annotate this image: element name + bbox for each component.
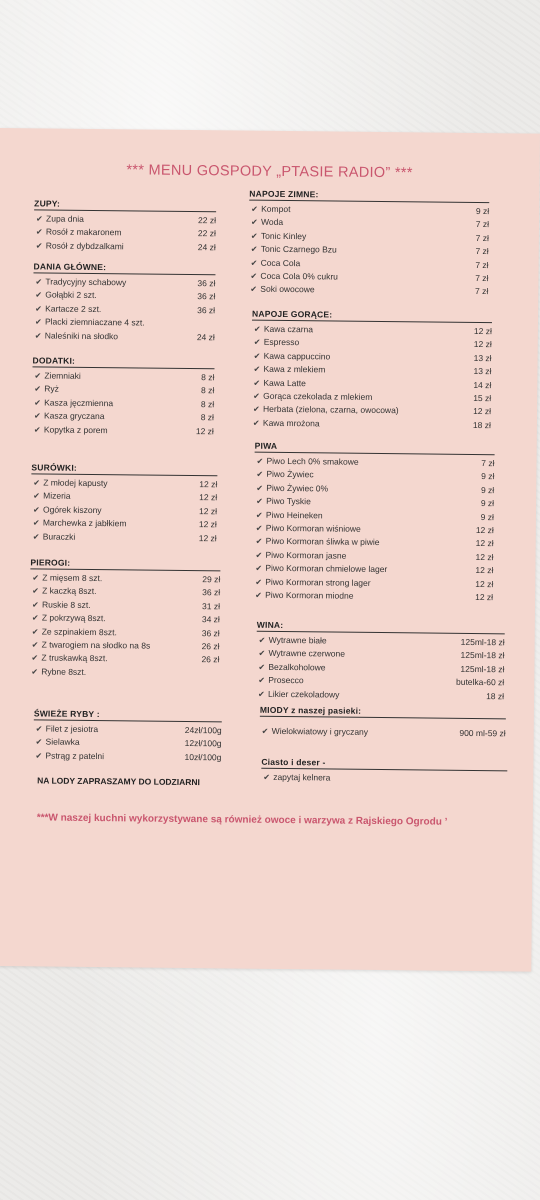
checkmark-icon: ✔ [255,577,263,587]
menu-item-name: Rosół z makaronem [45,226,122,238]
checkmark-icon: ✔ [255,563,263,573]
menu-item-name: Filet z jesiotra [45,723,99,735]
menu-item-price: 13 zł [473,366,492,377]
menu-item-name: Kawa Latte [263,377,306,388]
menu-item-price: 13 zł [473,352,492,363]
menu-item-name: Piwo Heineken [265,509,323,520]
menu-item-name: Z kaczką 8szt. [42,585,97,597]
checkmark-icon: ✔ [250,284,258,295]
checkmark-icon: ✔ [31,600,39,610]
menu-item-price: 10zł/100g [184,751,222,763]
checkmark-icon: ✔ [31,613,39,623]
menu-item-name: Buraczki [42,531,76,542]
menu-item [31,530,217,545]
menu-item [34,239,216,254]
section-miody [260,705,506,741]
section-heading: NAPOJE GORĄCE: [252,309,492,324]
checkmark-icon: ✔ [250,271,258,281]
menu-item-price: 9 zł [480,511,495,522]
menu-item-price: 18 zł [472,419,491,430]
menu-item-name: Wytrawne czerwone [268,648,346,660]
checkmark-icon: ✔ [258,649,266,659]
checkmark-icon: ✔ [34,371,42,381]
checkmark-icon: ✔ [258,675,265,685]
menu-item-name: Piwo Żywiec [266,469,314,480]
menu-item-name: Tonic Kinley [260,230,307,241]
menu-title: *** MENU GOSPODY „PTASIE RADIO” *** [126,162,413,182]
menu-item-name: Coca Cola 0% cukru [260,270,339,282]
menu-item [32,423,214,438]
checkmark-icon: ✔ [258,662,266,672]
checkmark-icon: ✔ [253,324,261,334]
checkmark-icon: ✔ [32,518,40,528]
menu-item-name: Kawa z mlekiem [263,363,326,375]
menu-item-name: Z młodej kapusty [43,477,108,489]
menu-item-price: 34 zł [201,614,220,625]
menu-item-name: Woda [260,217,284,228]
menu-item-name: Piwo Kormoran jasne [265,549,347,561]
menu-item-name: Pstrąg z patelni [45,750,105,761]
section-surowki [31,462,218,545]
menu-item-price: 12 zł [473,339,492,350]
checkmark-icon: ✔ [255,523,263,533]
menu-item-price: 18 zł [486,690,505,701]
menu-item-name: Piwo Kormoran wiśniowe [265,522,361,534]
menu-item-name: Gołąbki 2 szt. [45,289,97,301]
menu-item-name: Tonic Czarnego Bzu [260,243,337,255]
menu-item-price: 22 zł [197,228,216,239]
section-swieze-ryby [33,708,222,764]
menu-item-name: Kompot [261,203,291,215]
menu-item [253,589,493,605]
section-heading: SURÓWKI: [31,462,217,476]
checkmark-icon: ✔ [250,218,258,228]
menu-item-name: Piwo Tyskie [266,495,311,507]
menu-item-name: Sielawka [45,736,80,748]
menu-item-price: 7 zł [475,272,489,284]
section-heading: NAPOJE ZIMNE: [249,189,489,204]
checkmark-icon: ✔ [252,418,260,428]
menu-item-price: 125ml-18 zł [460,636,505,648]
menu-item-name: Kawa mrożona [262,417,320,429]
menu-item-name: Ziemniaki [44,370,81,381]
checkmark-icon: ✔ [35,304,42,314]
checkmark-icon: ✔ [251,204,258,214]
section-ciasto [261,757,507,787]
checkmark-icon: ✔ [36,214,43,224]
checkmark-icon: ✔ [250,244,258,254]
menu-item-name: Kawa cappuccino [263,350,331,362]
checkmark-icon: ✔ [35,737,43,747]
checkmark-icon: ✔ [253,364,261,374]
menu-item-price: 7 zł [475,232,489,243]
menu-item-name: Herbata (zielona, czarna, owocowa) [263,404,399,416]
menu-item-price: 12 zł [475,591,494,603]
menu-item-name: Ze szpinakiem 8szt. [41,626,117,637]
menu-item-price: 125ml-18 zł [460,663,505,675]
menu-item-price: 12 zł [475,565,494,576]
section-dania-glowne [33,261,216,344]
checkmark-icon: ✔ [35,724,43,734]
menu-item-name: Coca Cola [260,257,301,268]
checkmark-icon: ✔ [253,405,260,415]
checkmark-icon: ✔ [33,424,41,435]
checkmark-icon: ✔ [250,231,258,241]
checkmark-icon: ✔ [34,384,42,394]
section-pierogi [29,557,220,680]
menu-item-price: 14 zł [473,379,492,390]
menu-item-price: 36 zł [197,291,216,302]
menu-item-name: Espresso [263,337,300,348]
checkmark-icon: ✔ [34,317,42,327]
checkmark-icon: ✔ [32,573,40,583]
menu-item-price: 12 zł [199,492,218,503]
menu-item-name: Piwo Kormoran strong lager [265,576,371,588]
menu-item-name: Rosół z dybdzalkami [45,240,124,252]
menu-item [33,749,221,764]
checkmark-icon: ✔ [35,290,43,300]
section-heading: WINA: [257,620,505,635]
menu-item-price: 24 zł [196,331,215,342]
menu-item-price: 24zł/100g [184,724,222,736]
menu-item-name: Soki owocowe [260,284,315,295]
menu-item-price: 9 zł [475,205,490,217]
section-heading: DODATKI: [32,355,214,369]
menu-item-name: Placki ziemniaczane 4 szt. [44,316,145,328]
menu-item-price: 125ml-18 zł [460,650,505,661]
menu-item [261,771,507,787]
menu-item-price: 9 zł [480,498,495,509]
checkmark-icon: ✔ [32,586,39,596]
menu-item-price: 8 zł [200,385,215,396]
section-dodatki [32,355,215,438]
menu-item-name: Ruskie 8 szt. [41,599,91,610]
menu-item-price: 26 zł [201,654,220,665]
checkmark-icon: ✔ [253,351,261,361]
lody-note: NA LODY ZAPRASZAMY DO LODZIARNI [37,775,200,788]
menu-item-price: 7 zł [475,219,490,230]
menu-item-name: Wytrawne białe [268,634,327,646]
section-piwa [253,441,495,605]
menu-item-name: Kartacze 2 szt. [45,303,102,314]
menu-item-name: Piwo Kormoran chmielowe lager [265,562,388,575]
section-napoje-gorace [251,309,492,433]
checkmark-icon: ✔ [250,258,258,268]
menu-item-name: Marchewka z jabłkiem [42,517,127,529]
checkmark-icon: ✔ [34,330,42,341]
menu-item-price: 12 zł [475,551,494,562]
menu-item-name: Piwo Żywiec 0% [266,482,329,494]
menu-item-price: 12 zł [199,479,218,490]
menu-item-name: Naleśniki na słodko [44,330,119,341]
menu-item-name: Zupa dnia [46,213,84,224]
checkmark-icon: ✔ [35,241,43,251]
section-zupy [34,198,217,254]
section-heading: Ciasto i deser - [261,757,507,772]
checkmark-icon: ✔ [256,470,264,480]
checkmark-icon: ✔ [34,398,41,408]
menu-item-name: Z twarogiem na słodko na 8s [41,639,151,651]
checkmark-icon: ✔ [255,510,263,520]
checkmark-icon: ✔ [261,726,269,736]
menu-item-price: 12 zł [475,578,494,589]
menu-item-price: 24 zł [197,241,216,253]
menu-item-name: Z truskawką 8szt. [41,652,108,664]
menu-item-price: 22 zł [198,215,217,226]
checkmark-icon: ✔ [31,626,39,636]
menu-item-price: 12 zł [473,325,492,337]
menu-item-price: 7 zł [475,286,489,297]
checkmark-icon: ✔ [256,483,263,493]
menu-item-name: Z pokrzywą 8szt. [41,612,106,624]
menu-item-price: 12 zł [198,532,217,543]
menu-item-name: zapytaj kelnera [273,771,331,783]
checkmark-icon: ✔ [263,772,270,782]
menu-item [33,329,215,344]
menu-item-name: Wielokwiatowy i gryczany [271,725,369,737]
section-heading: ZUPY: [34,198,216,212]
checkmark-icon: ✔ [258,635,266,645]
checkmark-icon: ✔ [256,496,263,506]
menu-item-price: 36 zł [201,627,220,638]
menu-item-name: Piwo Kormoran miodne [265,589,354,601]
checkmark-icon: ✔ [33,478,41,488]
checkmark-icon: ✔ [31,653,39,663]
footer-note: ***W naszej kuchni wykorzystywane są również owoce i warzywa z Rajskiego Ogrodu ’ [36,812,448,828]
menu-item-name: Kasza jęczmienna [44,397,114,408]
menu-item-price: 31 zł [201,600,221,612]
menu-item-price: 12 zł [473,406,492,417]
menu-item-price: 8 zł [200,398,215,410]
menu-item-price: 36 zł [202,587,221,598]
menu-item-price: 12 zł [198,519,217,530]
menu-item-price: 7 zł [475,246,489,257]
menu-item-price: 12zł/100g [184,738,222,749]
menu-item-name: Ogórek kiszony [42,504,102,515]
menu-item-name: Piwo Kormoran śliwka w piwie [265,536,380,548]
menu-item [260,725,506,741]
menu-item-price: 9 zł [480,484,495,495]
section-heading: ŚWIEŻE RYBY : [34,708,222,722]
checkmark-icon: ✔ [35,277,43,287]
menu-item-price: 12 zł [195,425,214,436]
checkmark-icon: ✔ [255,590,262,600]
menu-item-price: 7 zł [481,458,495,469]
menu-item-name: Tradycyjny schabowy [45,276,127,288]
checkmark-icon: ✔ [256,456,264,466]
menu-item-name: Likier czekoladowy [268,688,340,700]
section-heading: PIEROGI: [30,557,220,571]
menu-item-name: Bezalkoholowe [268,661,326,673]
checkmark-icon: ✔ [258,689,265,699]
menu-item-name: Prosecco [268,675,304,686]
menu-item-price: 29 zł [202,574,221,585]
menu-item-price: 36 zł [197,278,216,289]
checkmark-icon: ✔ [253,391,260,401]
menu-item-name: Z mięsem 8 szt. [42,572,103,584]
section-wina [256,620,505,704]
checkmark-icon: ✔ [253,378,261,388]
checkmark-icon: ✔ [33,491,40,501]
menu-item-name: Ryż [44,383,59,395]
checkmark-icon: ✔ [31,667,39,677]
menu-item-price: butelka-60 zł [455,676,505,688]
checkmark-icon: ✔ [35,751,43,761]
menu-item-price: 9 zł [481,471,495,482]
menu-item-name: Piwo Lech 0% smakowe [266,455,359,467]
menu-item [251,416,491,432]
menu-item-name: Kasza gryczana [43,410,105,422]
section-napoje-zimne [248,189,489,299]
menu-item-price: 15 zł [473,392,492,404]
section-heading: DANIA GŁÓWNE: [33,261,215,275]
checkmark-icon: ✔ [35,227,43,237]
menu-item-price: 12 zł [475,538,494,549]
menu-item [256,687,504,703]
menu-sheet [0,128,540,972]
section-heading: MIODY z naszej pasieki: [260,705,506,720]
menu-item-price: 900 ml-59 zł [459,727,506,739]
menu-item-name: Rybne 8szt. [41,666,87,677]
menu-item-price: 8 zł [200,412,215,423]
menu-item-price: 12 zł [198,505,218,517]
menu-item-name: Mizeria [43,490,71,502]
checkmark-icon: ✔ [31,640,39,650]
checkmark-icon: ✔ [32,531,40,541]
menu-item-name: Gorąca czekolada z mlekiem [263,390,373,402]
checkmark-icon: ✔ [253,338,261,348]
checkmark-icon: ✔ [32,505,40,515]
menu-item-price: 7 zł [475,259,489,270]
checkmark-icon: ✔ [33,411,41,421]
menu-item [29,665,219,680]
section-heading: PIWA [255,441,495,456]
menu-item-name: Kawa czarna [263,323,314,335]
menu-item-name: Kopytka z porem [43,424,108,435]
checkmark-icon: ✔ [255,537,263,547]
menu-item [248,283,488,299]
checkmark-icon: ✔ [255,550,263,560]
menu-item-price: 12 zł [475,524,494,536]
menu-item-price: 26 zł [201,641,220,652]
menu-item-price: 8 zł [201,372,215,383]
menu-item-price: 36 zł [197,304,216,316]
